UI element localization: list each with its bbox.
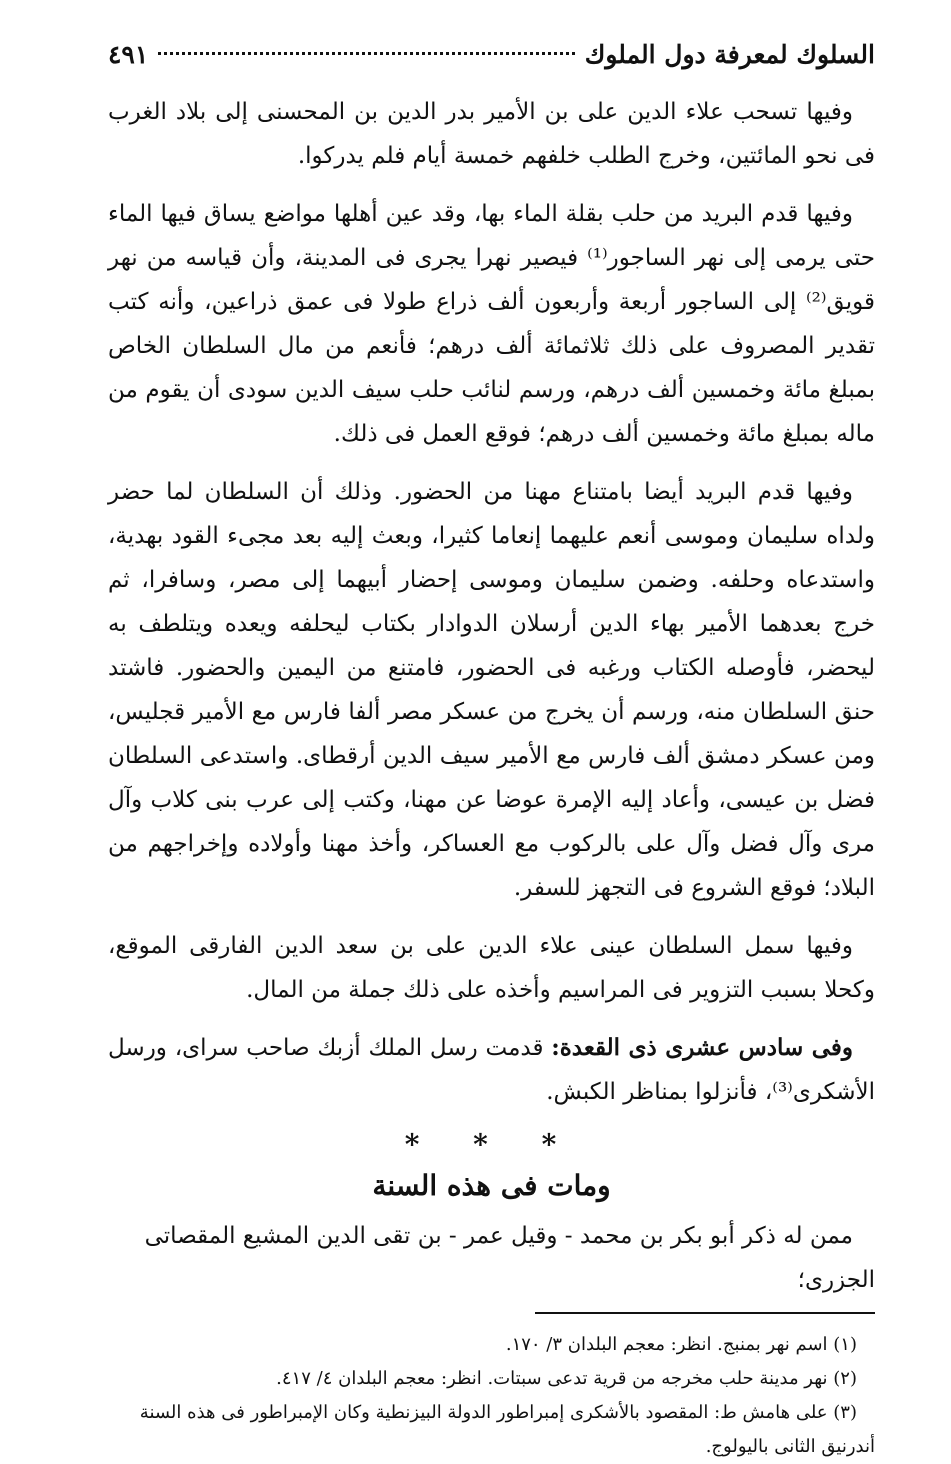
header-dot-leader	[158, 52, 574, 55]
footnote-2: (٢) نهر مدينة حلب مخرجه من قرية تدعى سبتات. انظر: معجم البلدان ٤/ ٤١٧.	[276, 1368, 857, 1389]
paragraph-1: وفيها تسحب علاء الدين على بن الأمير بدر الدين بن المحسنى إلى بلاد الغرب فى نحو المائتين، وخرج الطلب خلفهم خمسة أيام فلم يدركوا.	[108, 99, 875, 169]
dated-entry	[108, 1026, 875, 1114]
paragraph-4: وفيها سمل السلطان عينى علاء الدين على بن سعد الدين الفارقى الموقع، وكحلا بسبب التزوير فى المراسيم وأخذه على ذلك جملة من المال.	[108, 933, 875, 1003]
footnote-1: (١) اسم نهر بمنبج. انظر: معجم البلدان ٣/ ١٧٠.	[505, 1334, 857, 1355]
paragraph-3: وفيها قدم البريد أيضا بامتناع مهنا من الحضور. وذلك أن السلطان لما حضر ولداه سليمان وموسى أنعم عليهما إنعاما كثيرا، وبعث إليه بعد مجىء القود بهدية، واستدعاه وحلفه. وضمن سليمان وموسى إحضار أبيهما إلى مصر، وسافرا، ثم خرج بعدهما الأمير بهاء الدين أرسلان الدوادار بكتاب ليحلفه ويعده ويتلطف به ليحضر، فأوصله الكتاب ورغبه فى الحضور، فامتنع من اليمين والحضور. فاشتد حنق السلطان منه، ورسم أن يخرج من عسكر مصر ألفا فارس مع الأمير قجليس، ومن عسكر دمشق ألف فارس مع الأمير سيف الدين أرقطاى. واستدعى السلطان فضل بن عيسى، وأعاد إليه الإمرة عوضا عن مهنا، وكتب إلى عرب بنى كلاب وآل مرى وآل فضل وآل على بالركوب مع العساكر، وأخذ مهنا وأولاده وإخراجهم من البلاد؛ فوقع الشروع فى التجهز للسفر.	[108, 479, 875, 901]
section-heading: ومات فى هذه السنة	[372, 1169, 611, 1202]
book-title: السلوك لمعرفة دول الملوك	[584, 40, 875, 69]
footnote-rule	[535, 1312, 875, 1314]
paragraph-2: وفيها قدم البريد من حلب بقلة الماء بها، وقد عين أهلها مواضع يساق فيها الماء حتى يرمى إلى نهر الساجور⁽¹⁾ فيصير نهرا يجرى فى المدينة، وأن قياسه من نهر قويق⁽²⁾ إلى الساجور أربعة وأربعون ألف ذراع طولا فى عمق ذراعين، وأنه كتب تقدير المصروف على ذلك ثلاثمائة ألف درهم؛ فأنعم من مال السلطان الخاص بمبلغ مائة وخمسين ألف درهم، ورسم لنائب حلب سيف الدين سودى أن يقوم من ماله بمبلغ مائة وخمسين ألف درهم؛ فوقع العمل فى ذلك.	[108, 201, 875, 447]
dated-entry-date: وفى سادس عشرى ذى القعدة:	[551, 1034, 853, 1061]
section-lead: ممن له ذكر أبو بكر بن محمد - وقيل عمر - بن تقى الدين المشيع المقصاتى الجزرى؛	[144, 1223, 875, 1293]
footnote-3: (٣) على هامش ط: المقصود بالأشكرى إمبراطور الدولة البيزنطية وكان الإمبراطور فى هذه السنة أندرنيق الثانى باليولوج.	[139, 1402, 875, 1457]
page-number: ٤٩١	[108, 40, 149, 69]
running-header	[108, 40, 875, 90]
footnotes	[108, 1328, 875, 1464]
dated-entry-text: قدمت رسل الملك أزبك صاحب سراى، ورسل الأشكرى⁽³⁾، فأنزلوا بمناظر الكبش.	[108, 1035, 875, 1105]
section-divider-stars: * * *	[404, 1128, 579, 1161]
